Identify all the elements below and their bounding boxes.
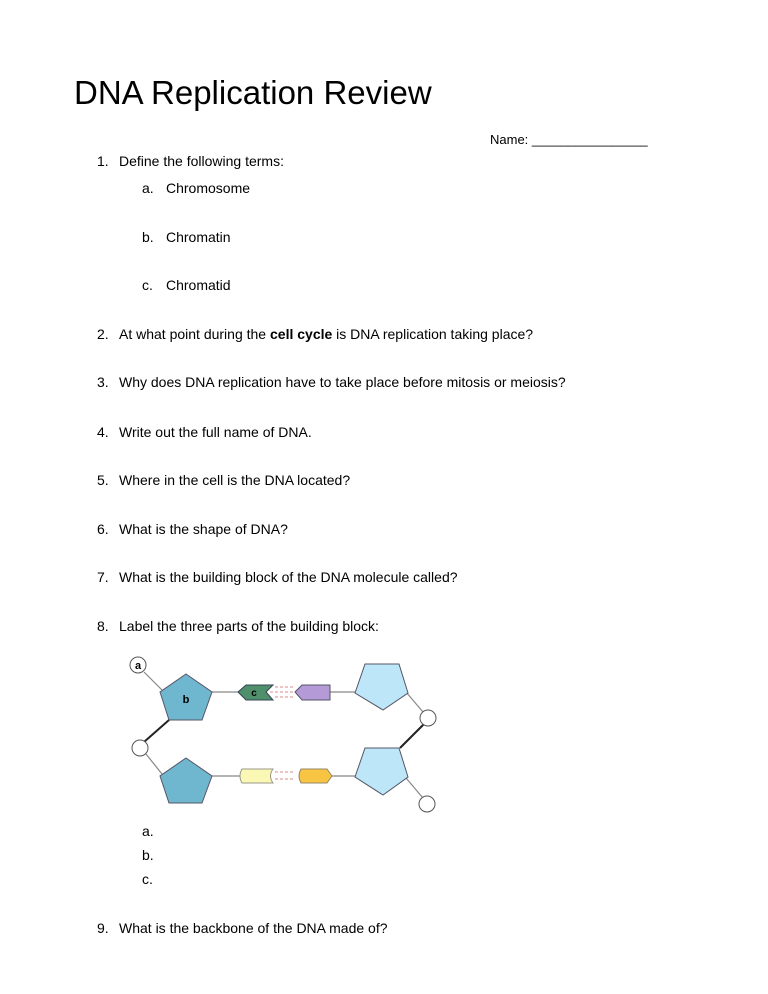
label-answer-c: c.	[142, 871, 153, 887]
phosphate-circle	[419, 796, 435, 812]
sugar-pentagon	[160, 758, 212, 803]
label-answer-a: a.	[142, 823, 154, 839]
label-a: a	[134, 660, 142, 672]
question-5: 5. Where in the cell is the DNA located?	[97, 472, 351, 488]
question-8: 8. Label the three parts of the building block:	[97, 618, 379, 634]
label-c: c	[251, 688, 257, 699]
nucleotide-diagram	[120, 650, 450, 820]
question-4: 4. Write out the full name of DNA.	[97, 424, 312, 440]
label-b: b	[182, 694, 190, 706]
phosphate-circle	[420, 710, 436, 726]
question-6: 6. What is the shape of DNA?	[97, 521, 288, 537]
term-a: a. Chromosome	[142, 180, 251, 196]
question-1: 1. Define the following terms:	[97, 153, 284, 169]
sugar-pentagon	[355, 664, 408, 710]
term-c: c. Chromatid	[142, 277, 231, 293]
question-7: 7. What is the building block of the DNA molecule called?	[97, 569, 458, 585]
base-purple	[295, 685, 330, 700]
question-3: 3. Why does DNA replication have to take place before mitosis or meiosis?	[97, 374, 566, 390]
phosphate-circle	[132, 740, 148, 756]
term-b: b. Chromatin	[142, 229, 231, 245]
sugar-pentagon	[355, 748, 408, 795]
page-title: DNA Replication Review	[74, 74, 432, 111]
base-yellow	[240, 769, 273, 783]
name-field: Name: ________________	[490, 132, 648, 147]
question-2: 2. At what point during the cell cycle is DNA replication taking place?	[97, 326, 534, 342]
label-answer-b: b.	[142, 847, 154, 863]
base-orange	[299, 769, 332, 783]
question-9: 9. What is the backbone of the DNA made of?	[97, 920, 388, 936]
